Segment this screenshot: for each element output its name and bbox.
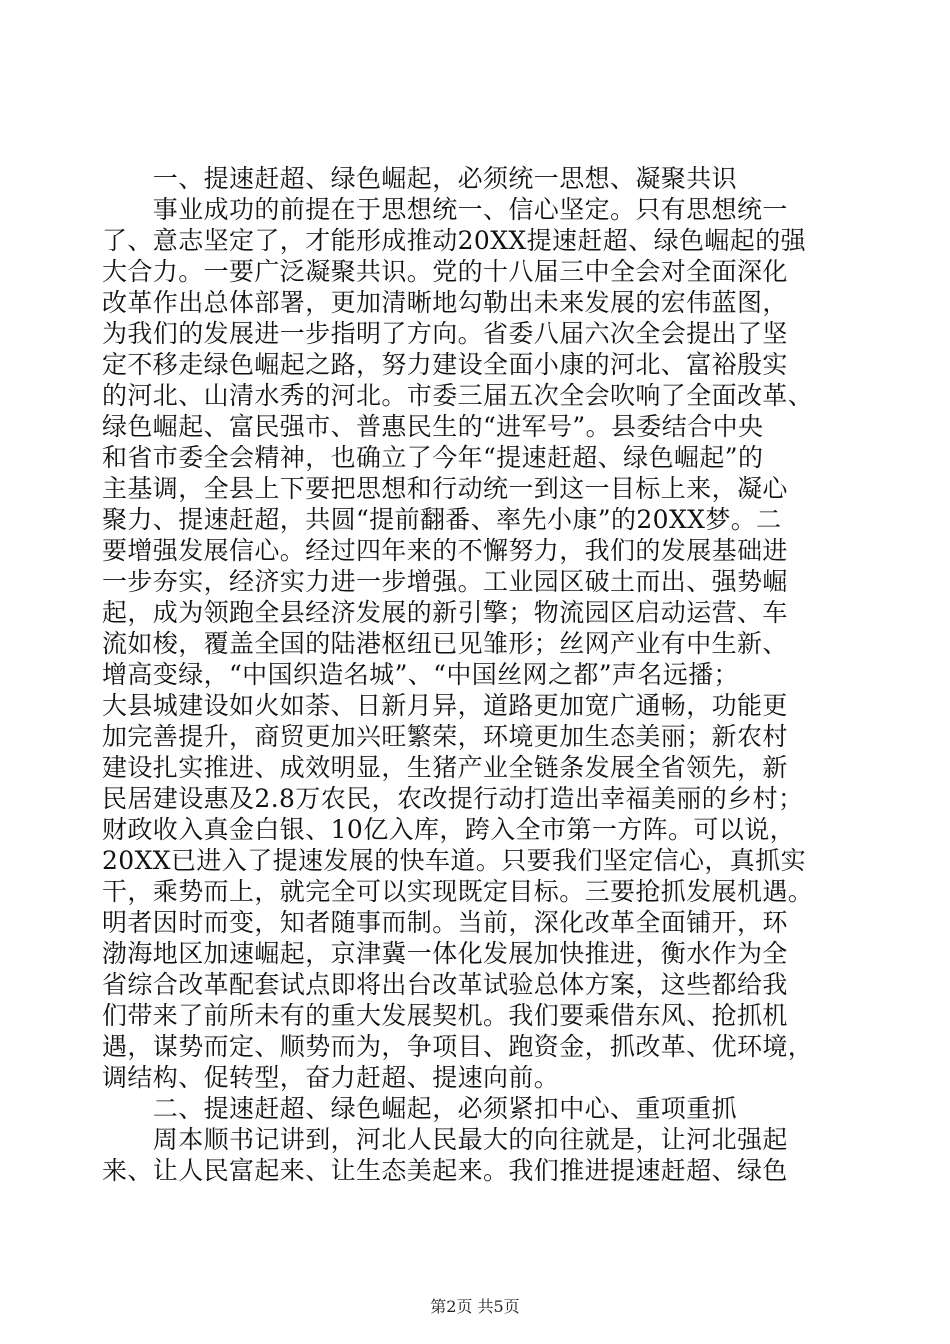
body-text-line: 事业成功的前提在于思想统一、信心坚定。只有思想统一	[102, 195, 788, 224]
document-body	[102, 163, 852, 1186]
section-heading-1: 一、提速赶超、绿色崛起，必须统一思想、凝聚共识	[102, 164, 738, 193]
body-text-line: 加完善提升，商贸更加兴旺繁荣，环境更加生态美丽；新农村	[102, 722, 788, 751]
body-text-line: 来、让人民富起来、让生态美起来。我们推进提速赶超、绿色	[102, 1156, 788, 1185]
body-text-line: 要增强发展信心。经过四年来的不懈努力，我们的发展基础进	[102, 536, 788, 565]
body-text-line: 起，成为领跑全县经济发展的新引擎；物流园区启动运营、车	[102, 598, 788, 627]
body-text-line: 们带来了前所未有的重大发展契机。我们要乘借东风、抢抓机	[102, 1001, 788, 1030]
body-text-line: 增高变绿，“中国织造名城”、“中国丝网之都”声名远播；	[102, 660, 739, 689]
body-text-line: 的河北、山清水秀的河北。市委三届五次全会吹响了全面改革、	[102, 381, 814, 410]
body-text-line: 大合力。一要广泛凝聚共识。党的十八届三中全会对全面深化	[102, 257, 788, 286]
body-text-line: 调结构、促转型，奋力赶超、提速向前。	[102, 1063, 560, 1092]
body-text-line: 明者因时而变，知者随事而制。当前，深化改革全面铺开，环	[102, 908, 788, 937]
body-text-line: 为我们的发展进一步指明了方向。省委八届六次全会提出了坚	[102, 319, 788, 348]
body-text-line: 了、意志坚定了，才能形成推动20XX提速赶超、绿色崛起的强	[102, 226, 807, 255]
body-text-line: 周本顺书记讲到，河北人民最大的向往就是，让河北强起	[102, 1125, 788, 1154]
body-text-line: 遇，谋势而定、顺势而为，争项目、跑资金，抓改革、优环境，	[102, 1032, 814, 1061]
page-number-footer: 第2页 共5页	[430, 1297, 520, 1316]
section-heading-2: 二、提速赶超、绿色崛起，必须紧扣中心、重项重抓	[102, 1094, 738, 1123]
body-text-line: 绿色崛起、富民强市、普惠民生的“进军号”。县委结合中央	[102, 412, 764, 441]
body-text-line: 20XX已进入了提速发展的快车道。只要我们坚定信心，真抓实	[102, 846, 807, 875]
body-text-line: 民居建设惠及2.8万农民，农改提行动打造出幸福美丽的乡村；	[102, 784, 804, 813]
body-text-line: 聚力、提速赶超，共圆“提前翻番、率先小康”的20XX梦。二	[102, 505, 782, 534]
body-text-line: 渤海地区加速崛起，京津冀一体化发展加快推进，衡水作为全	[102, 939, 788, 968]
body-text-line: 改革作出总体部署，更加清晰地勾勒出未来发展的宏伟蓝图，	[102, 288, 788, 317]
body-text-line: 建设扎实推进、成效明显，生猪产业全链条发展全省领先，新	[102, 753, 788, 782]
body-text-line: 一步夯实，经济实力进一步增强。工业园区破土而出、强势崛	[102, 567, 788, 596]
body-text-line: 财政收入真金白银、10亿入库，跨入全市第一方阵。可以说，	[102, 815, 796, 844]
body-text-line: 和省市委全会精神，也确立了今年“提速赶超、绿色崛起”的	[102, 443, 764, 472]
body-text-line: 大县城建设如火如荼、日新月异，道路更加宽广通畅，功能更	[102, 691, 788, 720]
body-text-line: 流如梭，覆盖全国的陆港枢纽已见雏形；丝网产业有中生新、	[102, 629, 788, 658]
body-text-line: 定不移走绿色崛起之路，努力建设全面小康的河北、富裕殷实	[102, 350, 788, 379]
body-text-line: 干，乘势而上，就完全可以实现既定目标。三要抢抓发展机遇。	[102, 877, 814, 906]
body-text-line: 省综合改革配套试点即将出台改革试验总体方案，这些都给我	[102, 970, 788, 999]
body-text-line: 主基调，全县上下要把思想和行动统一到这一目标上来，凝心	[102, 474, 788, 503]
